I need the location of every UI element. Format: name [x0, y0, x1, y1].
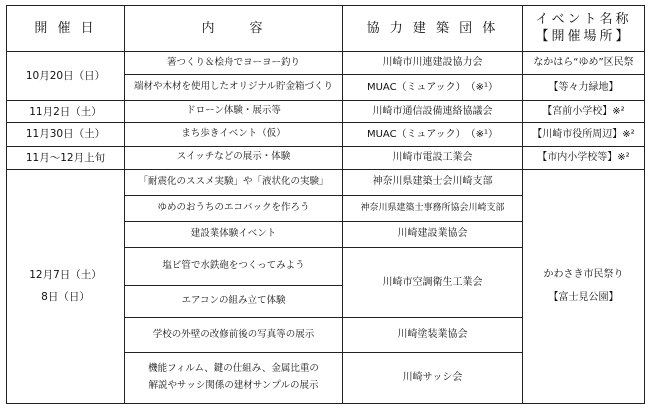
date-cell: 10月20日（日）	[7, 51, 125, 101]
org-cell: 神奈川県建築士会川崎支部	[343, 169, 523, 195]
table-row	[7, 146, 645, 169]
org-cell: MUAC（ミュアック） （※¹）	[343, 123, 523, 147]
org-cell: 神奈川県建築士事務所協会川崎支部	[343, 195, 523, 221]
header-row	[7, 6, 645, 52]
content-cell: エアコンの組み立て体験	[125, 285, 343, 318]
date-cell: 11月～12月上旬	[7, 146, 125, 169]
date-cell: 11月30日（土）	[7, 123, 125, 147]
venue-cell: 【市内小学校等】※²	[523, 146, 645, 169]
event-schedule-table	[6, 5, 645, 404]
content-cell: 端材や木材を使用したオリジナル貯金箱づくり	[125, 75, 343, 101]
org-cell: 川崎建設業協会	[343, 221, 523, 247]
content-line: 機能フィルム、鍵の仕組み、金属比重の	[148, 363, 319, 375]
header-date: 開 催 日	[7, 6, 125, 52]
content-cell: スイッチなどの展示・体験	[125, 146, 343, 169]
venue-line: 【富士見公園】	[548, 292, 619, 304]
org-cell: MUAC（ミュアック） （※¹）	[343, 75, 523, 101]
venue-cell	[523, 169, 645, 403]
date-cell	[7, 169, 125, 403]
venue-line: かわさき市民祭り	[543, 268, 624, 280]
header-event-venue: 【開催場所】	[535, 29, 632, 45]
content-cell: 学校の外壁の改修前後の写真等の展示	[125, 318, 343, 353]
header-event	[523, 6, 645, 52]
content-cell: ドローン体験・展示等	[125, 101, 343, 123]
header-org: 協 力 建 築 団 体	[343, 6, 523, 52]
org-cell: 川崎市川連建設協力会	[343, 51, 523, 75]
content-cell: 箸つくり＆桧舟でヨーヨー釣り	[125, 51, 343, 75]
content-cell	[125, 352, 343, 403]
venue-cell: 【川崎市役所周辺】※²	[523, 123, 645, 147]
venue-cell: 【等々力緑地】	[523, 75, 645, 101]
date-cell: 11月2日（土）	[7, 101, 125, 123]
table-row	[7, 123, 645, 147]
content-cell: 塩ビ管で水鉄砲をつくってみよう	[125, 247, 343, 285]
date-line: 8日（日）	[41, 291, 90, 304]
org-cell: 川崎サッシ会	[343, 352, 523, 403]
table-row	[7, 169, 645, 195]
date-line: 12月7日（土）	[29, 269, 102, 282]
content-cell: まち歩きイベント（仮）	[125, 123, 343, 147]
table-row	[7, 51, 645, 75]
venue-cell: なかはら“ゆめ”区民祭	[523, 51, 645, 75]
org-cell: 川崎市通信設備連絡協議会	[343, 101, 523, 123]
content-cell: ゆめのおうちのエコバックを作ろう	[125, 195, 343, 221]
content-cell: 建設業体験イベント	[125, 221, 343, 247]
org-cell: 川崎塗装業協会	[343, 318, 523, 353]
table-row	[7, 101, 645, 123]
venue-cell: 【宮前小学校】※²	[523, 101, 645, 123]
org-cell: 川崎市空調衛生工業会	[343, 247, 523, 317]
header-content: 内 容	[125, 6, 343, 52]
org-cell: 川崎市電設工業会	[343, 146, 523, 169]
content-line: 解説やサッシ関係の建材サンプルの展示	[148, 379, 319, 391]
content-cell: 「耐震化のススメ実験」や「液状化の実験」	[125, 169, 343, 195]
header-event-name: イベント名称	[535, 11, 632, 27]
